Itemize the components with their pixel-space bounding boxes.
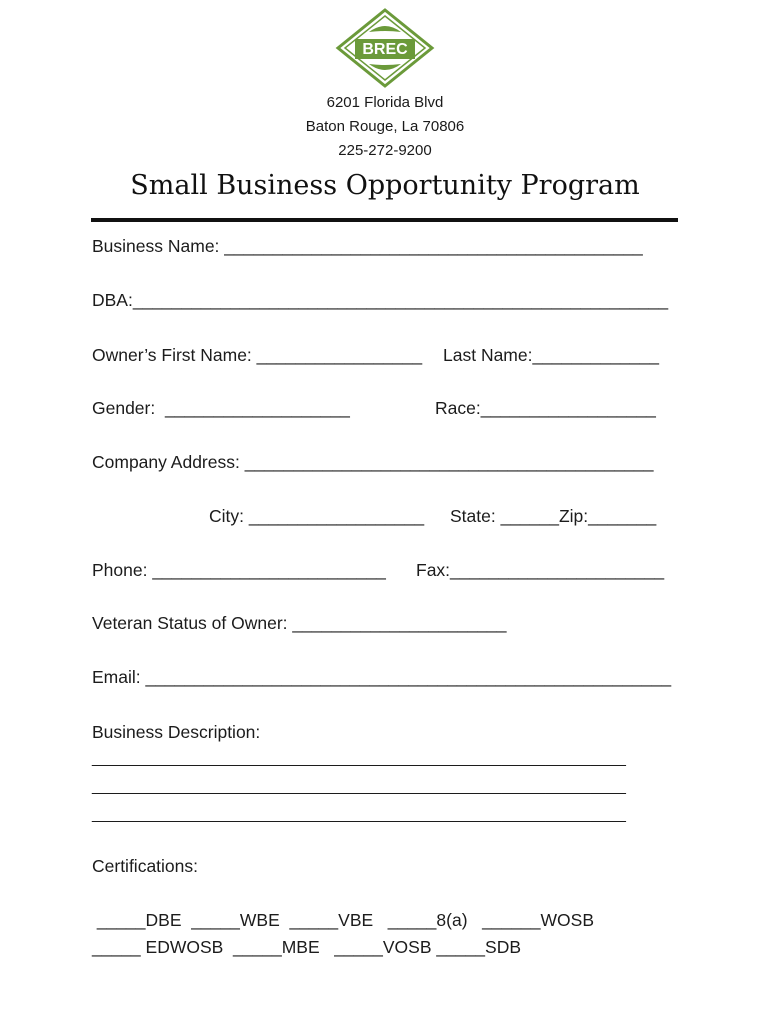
dba-field[interactable]: DBA:_______________________________________________________ — [92, 290, 669, 310]
company-address-field[interactable]: Company Address: __________________________________________ — [92, 452, 654, 472]
race-field[interactable]: Race:__________________ — [435, 398, 656, 418]
last-name-field[interactable]: Last Name:_____________ — [443, 345, 660, 365]
address-line-1: 6201 Florida Blvd — [326, 94, 444, 111]
address-line-2: Baton Rouge, La 70806 — [305, 118, 465, 135]
city-field[interactable]: City: __________________ — [209, 506, 425, 526]
svg-text:BREC: BREC — [362, 41, 408, 58]
title-rule — [91, 218, 678, 222]
certifications-row-1[interactable]: _____DBE _____WBE _____VBE _____8(a) ______WOSB — [92, 910, 594, 930]
description-line-2[interactable]: ____________________________________________________________ — [92, 778, 626, 795]
description-line-1[interactable]: ____________________________________________________________ — [92, 750, 626, 767]
business-name-field[interactable]: Business Name: ___________________________________________ — [92, 236, 643, 256]
form-title: Small Business Opportunity Program — [130, 170, 640, 201]
owner-first-name-field[interactable]: Owner’s First Name: _________________ — [92, 345, 423, 365]
gender-field[interactable]: Gender: ___________________ — [92, 398, 350, 418]
email-field[interactable]: Email: ______________________________________________________ — [92, 667, 672, 687]
description-line-3[interactable]: ____________________________________________________________ — [92, 806, 626, 823]
veteran-status-field[interactable]: Veteran Status of Owner: ______________________ — [92, 613, 507, 633]
fax-field[interactable]: Fax:______________________ — [416, 560, 665, 580]
certifications-label: Certifications: — [92, 856, 199, 876]
state-zip-field[interactable]: State: ______Zip:_______ — [450, 506, 657, 526]
phone-field[interactable]: Phone: ________________________ — [92, 560, 386, 580]
certifications-row-2[interactable]: _____ EDWOSB _____MBE _____VOSB _____SDB — [92, 937, 522, 957]
brec-logo — [335, 8, 435, 88]
phone-number: 225-272-9200 — [338, 142, 432, 159]
business-description-label: Business Description: — [92, 722, 261, 742]
